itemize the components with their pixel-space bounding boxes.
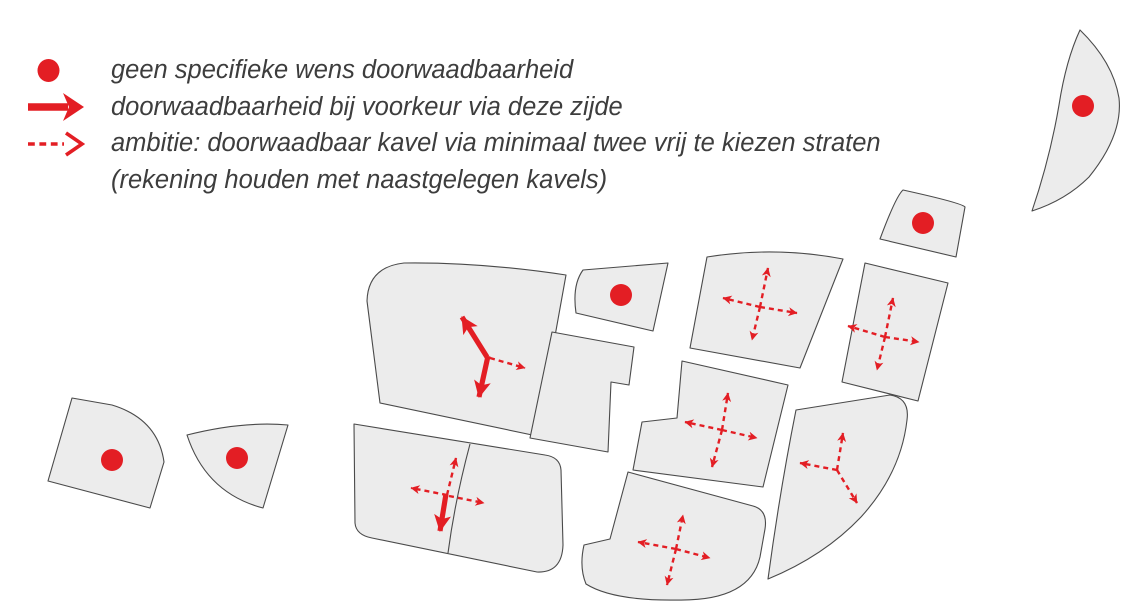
plot-northeast-block (842, 263, 948, 401)
legend-label: geen specifieke wens doorwaadbaarheid (111, 56, 574, 84)
plot-northeast-sliver (1032, 30, 1119, 211)
legend (27, 52, 881, 198)
legend-symbol (27, 91, 111, 123)
legend-item-solid-arrow (27, 89, 881, 126)
legend-label: doorwaadbaarheid bij voorkeur via deze zijde (111, 92, 623, 121)
legend-label-continuation: (rekening houden met naastgelegen kavels) (111, 165, 608, 194)
legend-symbol (27, 58, 111, 83)
dot-marker (1072, 95, 1094, 117)
legend-symbol (27, 128, 111, 160)
plot-east-notch-block (633, 361, 788, 487)
dot-marker (226, 447, 248, 469)
legend-item-dot (27, 52, 881, 89)
legend-label: ambitie: doorwaadbaar kavel via minimaal twee vrij te kiezen straten (111, 129, 881, 158)
dashed-arrow-icon (27, 128, 85, 160)
dot-marker (912, 212, 934, 234)
dot-marker (101, 449, 123, 471)
legend-item-dashed-arrow (27, 125, 881, 198)
plot-southeast-block (582, 472, 766, 600)
legend-label-group (111, 125, 881, 198)
dot-icon (36, 58, 61, 83)
plot-east-fan (768, 395, 907, 579)
dot-marker (610, 284, 632, 306)
solid-arrow-icon (27, 91, 85, 123)
